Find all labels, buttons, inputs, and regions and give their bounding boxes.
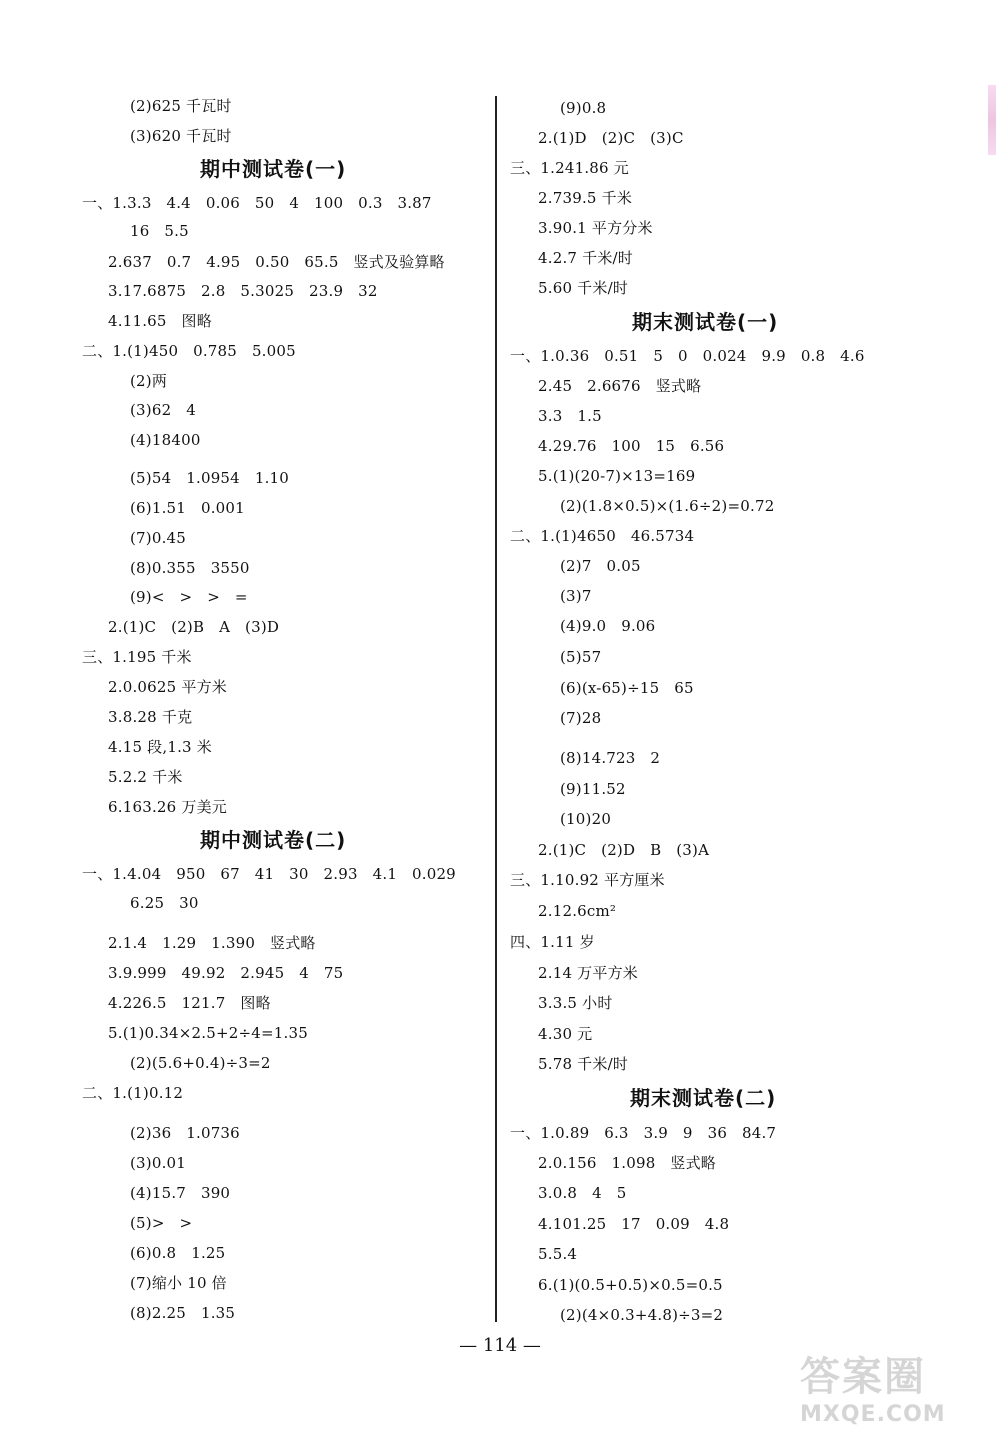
left-answer-line: 2.0.0625 平方米 (108, 678, 227, 696)
left-answer-line: (9)< > > = (130, 588, 248, 606)
right-answer-line: 2.(1)D (2)C (3)C (538, 129, 684, 147)
left-section-heading: 期中测试卷(一) (200, 157, 347, 181)
left-answer-line: 3.8.28 千克 (108, 708, 193, 726)
right-answer-line: 2.45 2.6676 竖式略 (538, 377, 702, 395)
right-answer-line: 3.3.5 小时 (538, 994, 613, 1012)
right-answer-line: 2.12.6cm² (538, 902, 617, 920)
watermark-url: MXQE.COM (800, 1402, 946, 1427)
left-answer-line: 3.9.999 49.92 2.945 4 75 (108, 964, 344, 982)
right-answer-line: (2)(4×0.3+4.8)÷3=2 (560, 1306, 724, 1324)
right-answer-line: 4.2.7 千米/时 (538, 249, 633, 267)
right-answer-line: 2.0.156 1.098 竖式略 (538, 1154, 717, 1172)
right-answer-line: 三、1.241.86 元 (510, 159, 629, 177)
left-answer-line: 5.2.2 千米 (108, 768, 183, 786)
right-answer-line: (3)7 (560, 587, 592, 605)
left-answer-line: (6)0.8 1.25 (130, 1244, 226, 1262)
right-section-heading: 期末测试卷(二) (630, 1086, 777, 1110)
right-answer-line: (2)(1.8×0.5)×(1.6÷2)=0.72 (560, 497, 775, 515)
edge-mark (988, 85, 996, 155)
left-answer-line: 二、1.(1)0.12 (82, 1084, 184, 1102)
left-answer-line: (4)18400 (130, 431, 201, 449)
right-answer-line: (9)0.8 (560, 99, 607, 117)
left-answer-line: (2)(5.6+0.4)÷3=2 (130, 1054, 271, 1072)
left-answer-line: (6)1.51 0.001 (130, 499, 245, 517)
right-answer-line: (8)14.723 2 (560, 749, 661, 767)
left-answer-line: 4.11.65 图略 (108, 312, 212, 330)
left-answer-line: (5)54 1.0954 1.10 (130, 469, 290, 487)
left-answer-line: 2.(1)C (2)B A (3)D (108, 618, 280, 636)
left-answer-line: 一、1.4.04 950 67 41 30 2.93 4.1 0.029 (82, 865, 456, 883)
watermark-logo (800, 1345, 990, 1430)
right-answer-line: 5.(1)(20-7)×13=169 (538, 467, 696, 485)
right-answer-line: 4.101.25 17 0.09 4.8 (538, 1215, 730, 1233)
left-answer-line: 三、1.195 千米 (82, 648, 192, 666)
left-answer-line: 5.(1)0.34×2.5+2÷4=1.35 (108, 1024, 308, 1042)
right-answer-line: 5.78 千米/时 (538, 1055, 629, 1073)
right-answer-line: 4.29.76 100 15 6.56 (538, 437, 725, 455)
left-answer-line: 2.637 0.7 4.95 0.50 65.5 竖式及验算略 (108, 253, 445, 271)
right-answer-line: 一、1.0.89 6.3 3.9 9 36 84.7 (510, 1124, 777, 1142)
right-answer-line: 2.14 万平方米 (538, 964, 638, 982)
right-answer-line: (9)11.52 (560, 780, 626, 798)
left-answer-line: (2)36 1.0736 (130, 1124, 240, 1142)
left-answer-line: (7)0.45 (130, 529, 187, 547)
left-answer-line: (3)620 千瓦时 (130, 127, 232, 145)
column-divider (495, 96, 497, 1322)
right-answer-line: (4)9.0 9.06 (560, 617, 656, 635)
right-answer-line: (2)7 0.05 (560, 557, 641, 575)
right-answer-line: 一、1.0.36 0.51 5 0 0.024 9.9 0.8 4.6 (510, 347, 865, 365)
left-answer-line: (2)625 千瓦时 (130, 97, 232, 115)
left-answer-line: (8)2.25 1.35 (130, 1304, 236, 1322)
right-answer-line: 三、1.10.92 平方厘米 (510, 871, 665, 889)
left-answer-line: (8)0.355 3550 (130, 559, 250, 577)
left-answer-line: (5)> > (130, 1214, 193, 1232)
right-answer-line: 3.0.8 4 5 (538, 1184, 627, 1202)
left-answer-line: (2)两 (130, 372, 168, 390)
left-answer-line: 2.1.4 1.29 1.390 竖式略 (108, 934, 316, 952)
left-answer-line: 4.226.5 121.7 图略 (108, 994, 271, 1012)
right-answer-line: 3.3 1.5 (538, 407, 602, 425)
left-answer-line: 3.17.6875 2.8 5.3025 23.9 32 (108, 282, 378, 300)
page-number: — 114 — (459, 1335, 541, 1356)
left-answer-line: (4)15.7 390 (130, 1184, 231, 1202)
right-answer-line: 5.5.4 (538, 1245, 578, 1263)
watermark-title: 答案圈 (800, 1354, 926, 1400)
right-answer-line: 5.60 千米/时 (538, 279, 629, 297)
left-answer-line: 6.25 30 (130, 894, 199, 912)
right-answer-line: 3.90.1 平方分米 (538, 219, 653, 237)
right-section-heading: 期末测试卷(一) (632, 310, 779, 334)
right-answer-line: 二、1.(1)4650 46.5734 (510, 527, 695, 545)
right-answer-line: (7)28 (560, 709, 602, 727)
right-answer-line: (6)(x-65)÷15 65 (560, 679, 694, 697)
left-answer-line: 4.15 段,1.3 米 (108, 738, 212, 756)
right-answer-line: 6.(1)(0.5+0.5)×0.5=0.5 (538, 1276, 723, 1294)
left-answer-line: (3)62 4 (130, 401, 196, 419)
right-answer-line: 2.(1)C (2)D B (3)A (538, 841, 710, 859)
right-answer-line: 四、1.11 岁 (510, 933, 595, 951)
left-answer-line: 二、1.(1)450 0.785 5.005 (82, 342, 296, 360)
right-answer-line: 4.30 元 (538, 1025, 593, 1043)
right-answer-line: (10)20 (560, 810, 612, 828)
left-answer-line: 16 5.5 (130, 222, 189, 240)
left-answer-line: (7)缩小 10 倍 (130, 1274, 227, 1292)
right-answer-line: (5)57 (560, 648, 602, 666)
right-answer-line: 2.739.5 千米 (538, 189, 633, 207)
left-answer-line: 6.163.26 万美元 (108, 798, 227, 816)
left-answer-line: (3)0.01 (130, 1154, 187, 1172)
left-answer-line: 一、1.3.3 4.4 0.06 50 4 100 0.3 3.87 (82, 194, 432, 212)
left-section-heading: 期中测试卷(二) (200, 828, 347, 852)
